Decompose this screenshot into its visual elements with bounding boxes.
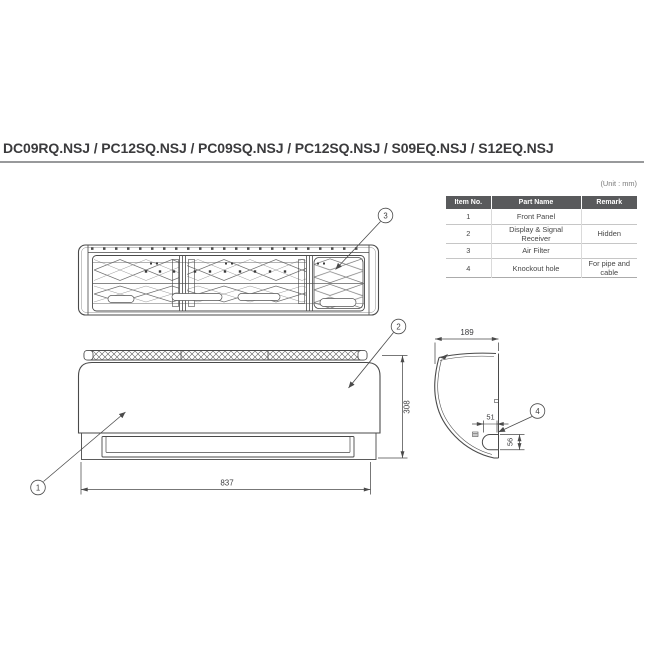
cell-part: Knockout hole [491, 259, 581, 278]
drain-mark [473, 432, 479, 437]
cell-part: Front Panel [491, 209, 581, 224]
callout-number-2: 2 [396, 322, 401, 332]
top-view [79, 245, 379, 315]
cell-remark: Hidden [581, 224, 637, 243]
cell-remark: For pipe and cable [581, 259, 637, 278]
dim-width-label: 837 [220, 478, 234, 488]
cell-item: 1 [446, 209, 491, 224]
cell-item: 2 [446, 224, 491, 243]
header-item-no: Item No. [446, 196, 491, 209]
dim-depth-label: 189 [460, 328, 474, 337]
callout-number-4: 4 [535, 406, 540, 416]
side-view [435, 353, 499, 458]
header-remark: Remark [581, 196, 637, 209]
page-title: DC09RQ.NSJ / PC12SQ.NSJ / PC09SQ.NSJ / PC12SQ.NSJ / S09EQ.NSJ / S12EQ.NSJ [3, 140, 554, 156]
front-view [79, 351, 381, 460]
header-part-name: Part Name [491, 196, 581, 209]
cell-part: Air Filter [491, 243, 581, 259]
unit-note: (Unit : mm) [600, 179, 637, 188]
callout-number-1: 1 [35, 483, 41, 493]
dim-knockout-height-label: 56 [505, 437, 515, 447]
dim-knockout-height [500, 435, 525, 450]
dim-height-label: 308 [402, 400, 412, 414]
dim-width [81, 462, 371, 495]
dim-height [378, 356, 412, 459]
cell-part: Display & Signal Receiver [491, 224, 581, 243]
callout-knockout-hole [499, 404, 545, 432]
callout-number-3: 3 [383, 211, 388, 221]
dim-knockout-width-label: 51 [486, 412, 495, 422]
cell-item: 3 [446, 243, 491, 259]
cell-item: 4 [446, 259, 491, 278]
knockout-hole-shape [482, 435, 498, 450]
